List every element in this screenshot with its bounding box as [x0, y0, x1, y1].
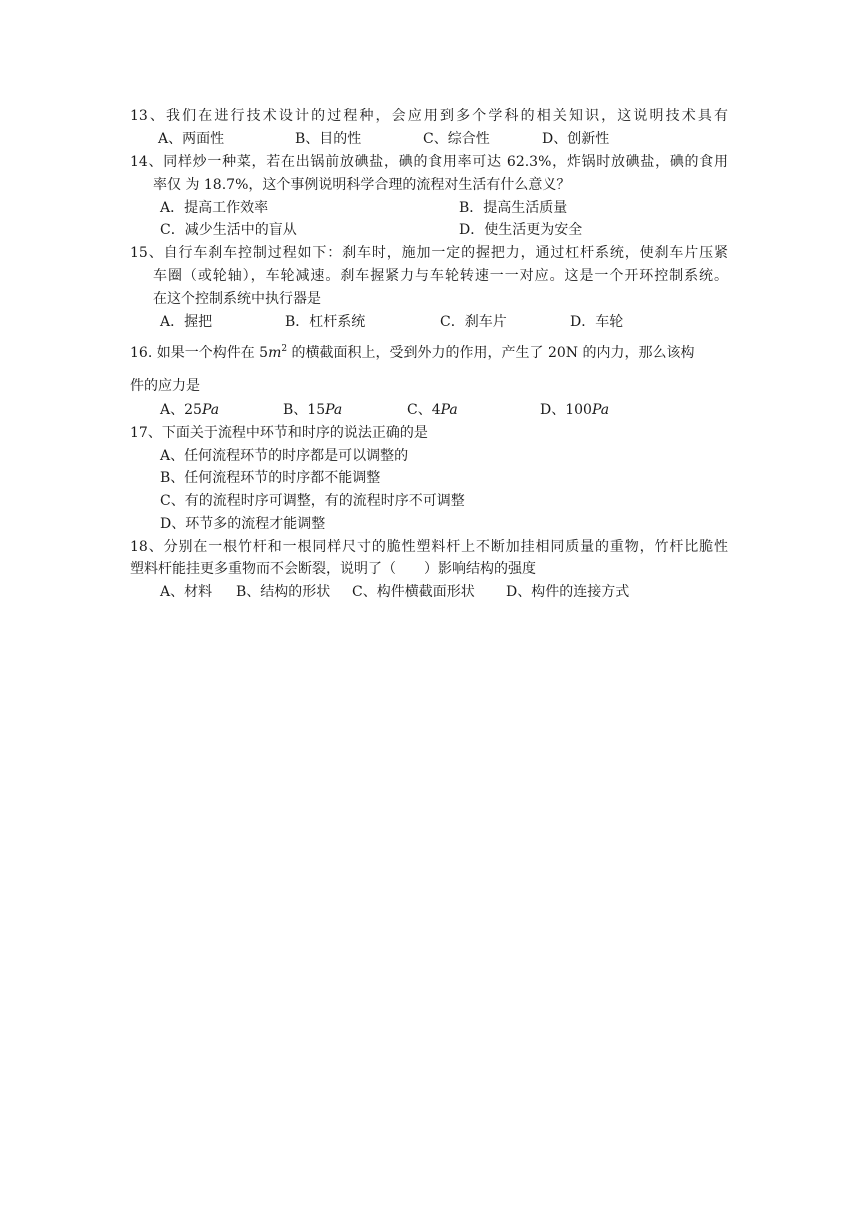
question-17-stem: 17、下面关于流程中环节和时序的说法正确的是	[130, 425, 428, 441]
question-15-option-b: B．杠杆系统	[285, 314, 366, 330]
question-18-option-a: A、材料	[160, 584, 213, 600]
option-c-value: C、4	[407, 402, 441, 418]
question-13-option-b: B、目的性	[295, 131, 362, 147]
question-13-option-d: D、创新性	[542, 131, 610, 147]
question-16-option-b	[283, 400, 342, 420]
question-17-option-c: C、有的流程时序可调整，有的流程时序不可调整	[160, 493, 465, 509]
question-18-stem-line-1: 18、分别在一根竹杆和一根同样尺寸的脆性塑料杆上不断加挂相同质量的重物，竹杆比脆性	[130, 539, 728, 555]
question-18-option-c: C、构件横截面形状	[352, 584, 475, 600]
question-16-stem-pre: 16. 如果一个构件在 5	[130, 345, 269, 361]
question-18-option-d: D、构件的连接方式	[506, 584, 630, 600]
question-18-stem-line-2: 塑料杆能挂更多重物而不会断裂，说明了（ ）影响结构的强度	[130, 561, 536, 577]
question-16-option-a	[160, 400, 219, 420]
question-17-option-b: B、任何流程环节的时序都不能调整	[160, 470, 381, 486]
question-16-stem-line-1	[130, 343, 728, 363]
question-16-option-c	[407, 400, 458, 420]
question-18-option-b: B、结构的形状	[236, 584, 331, 600]
question-13-option-a: A、两面性	[158, 131, 225, 147]
question-14-option-a: A．提高工作效率	[160, 200, 269, 216]
question-14-option-c: C．减少生活中的盲从	[160, 222, 297, 238]
question-15-stem-line-3: 在这个控制系统中执行器是	[153, 291, 321, 307]
question-16-option-d	[540, 400, 609, 420]
question-14-stem-line-1: 14、同样炒一种菜，若在出锅前放碘盐，碘的食用率可达 62.3%，炸锅时放碘盐，碘的食用	[130, 154, 728, 170]
question-15-stem-line-1: 15、自行车刹车控制过程如下：刹车时，施加一定的握把力，通过杠杆系统，使刹车片压紧	[130, 245, 728, 261]
question-17-option-a: A、任何流程环节的时序都是可以调整的	[160, 448, 409, 464]
area-unit-exponent: 2	[281, 344, 288, 354]
question-15-stem-line-2: 车圈（或轮轴），车轮减速。刹车握紧力与车轮转速一一对应。这是一个开环控制系统。	[153, 268, 728, 284]
option-a-unit: Pa	[201, 402, 220, 418]
option-c-unit: Pa	[440, 402, 458, 418]
question-14-option-b: B．提高生活质量	[459, 200, 568, 216]
option-b-unit: Pa	[325, 402, 343, 418]
option-d-unit: Pa	[591, 402, 610, 418]
question-15-option-c: C．刹车片	[440, 314, 507, 330]
question-15-option-d: D．车轮	[570, 314, 624, 330]
area-unit: m	[268, 345, 282, 361]
option-a-value: A、25	[160, 402, 202, 418]
question-14-stem-line-2: 率仅 为 18.7%，这个事例说明科学合理的流程对生活有什么意义？	[153, 177, 571, 193]
question-15-option-a: A．握把	[160, 314, 213, 330]
question-17-option-d: D、环节多的流程才能调整	[160, 516, 326, 532]
option-b-value: B、15	[283, 402, 326, 418]
question-13-option-c: C、综合性	[423, 131, 490, 147]
question-13-stem: 13、我们在进行技术设计的过程种，会应用到多个学科的相关知识，这说明技术具有	[130, 108, 728, 124]
question-14-option-d: D．使生活更为安全	[459, 222, 583, 238]
question-16-stem-line-2: 件的应力是	[130, 378, 200, 394]
option-d-value: D、100	[540, 402, 592, 418]
question-16-stem-post: 的横截面积上，受到外力的作用，产生了 20N 的内力，那么该构	[287, 345, 695, 361]
